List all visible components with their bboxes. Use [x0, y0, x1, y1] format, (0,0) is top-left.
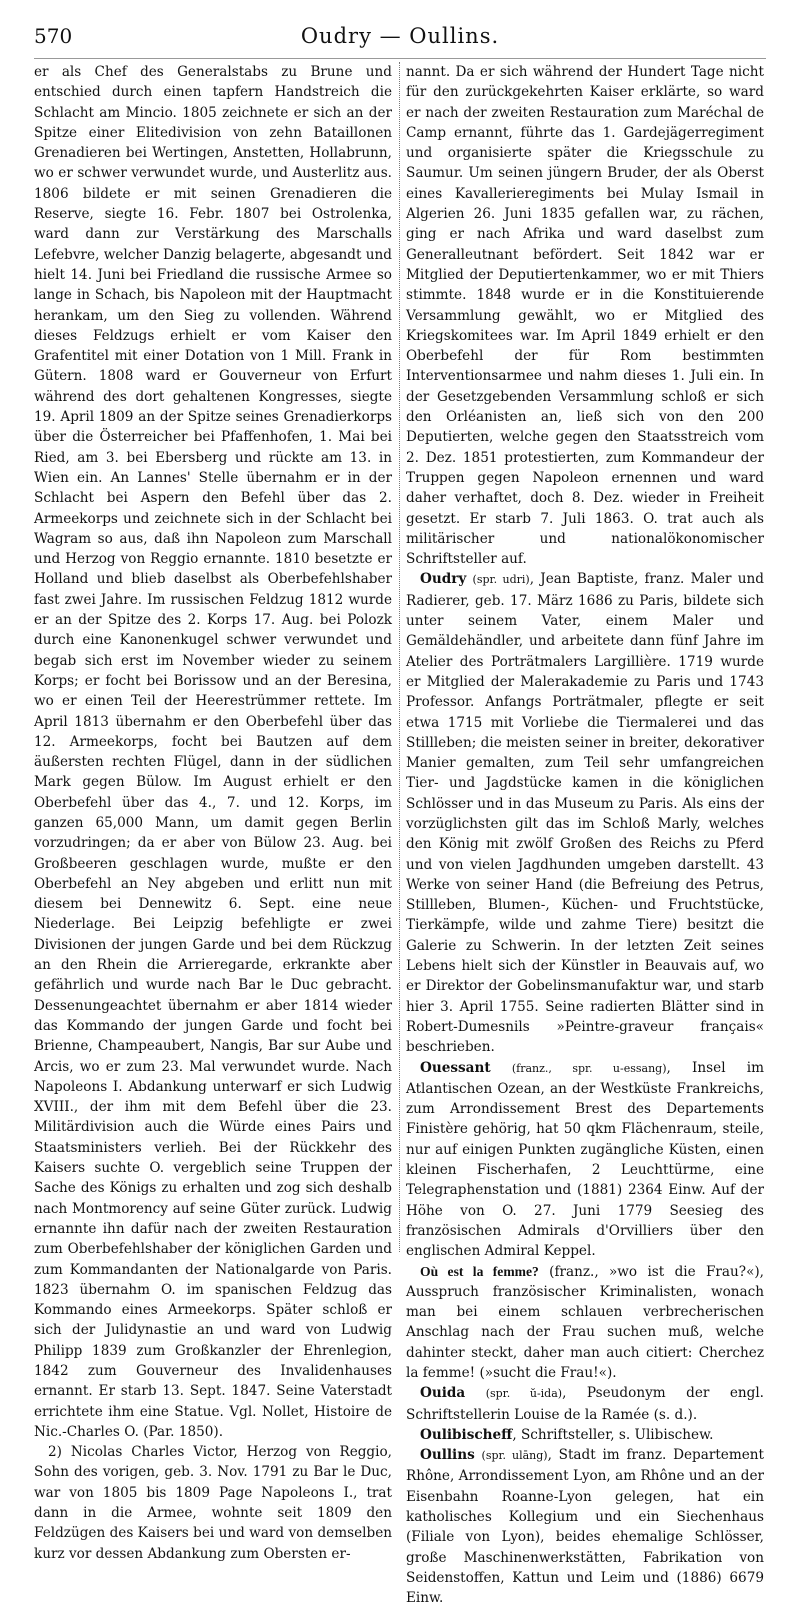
- page-header: [34, 24, 766, 54]
- entry-text: , Insel im Atlantischen Ozean, an der Westküste Frankreichs, zum Arrondissement Brest des Departements Finistère gehörig, hat 50 qkm Flächenraum, steile, nur auf einigen Punkten zugängliche Küsten, einen kleinen Fischerhafen, 2 Leuchttürme, eine Telegraphenstation und (1881) 2364 Einw. Auf der Höhe von O. 27. Juni 1779 Seesieg des französischen Admirals d'Orvilliers über den englischen Admiral Keppel.: [406, 1059, 764, 1260]
- left-column: [34, 62, 392, 1562]
- entry-lemma: Ouida: [420, 1385, 466, 1402]
- running-head: Oudry — Oullins.: [300, 24, 500, 48]
- entry-lemma: Où est la femme?: [420, 1263, 539, 1279]
- entry-oullins: [406, 1445, 764, 1608]
- header-rule: [34, 58, 766, 59]
- entry-pronunciation: (spr. ulāng): [481, 1449, 548, 1463]
- entry-pronunciation: (spr. udri): [472, 573, 530, 587]
- text-columns: [34, 62, 766, 1607]
- article-paragraph: er als Chef des Generalstabs zu Brune und entschied durch einen tapfern Handstreich die Schlacht am Mincio. 1805 zeichnete er sich an der Spitze einer Elitedivision von zehn Bataillonen Grenadieren bei Wertingen, Anstetten, Hollabrunn, wo er schwer verwundet wurde, und Austerlitz aus. 1806 bildete er mit seinen Grenadieren die Reserve, siegte 16. Febr. 1807 bei Ostrolenka, ward dann zur Verstärkung des Marschalls Lefebvre, welcher Danzig belagerte, abgesandt und hielt 14. Juni bei Friedland die russische Armee so lange in Schach, bis Napoleon mit der Hauptmacht herankam, um den Sieg zu vollenden. Während dieses Feldzugs erhielt er vom Kaiser den Grafentitel mit einer Dotation von 1 Mill. Frank in Gütern. 1808 ward er Gouverneur von Erfurt während des dort gehaltenen Kongresses, siegte 19. April 1809 an der Spitze seines Grenadierkorps über die Österreicher bei Pfaffenhofen, 1. Mai bei Ried, am 3. bei Ebersberg und rückte am 13. in Wien ein. An Lannes' Stelle übernahm er in der Schlacht bei Aspern den Befehl über das 2. Armeekorps und zeichnete sich in der Schlacht bei Wagram so aus, daß ihn Napoleon zum Marschall und Herzog von Reggio ernannte. 1810 besetzte er Holland und blieb daselbst als Oberbefehlshaber fast zwei Jahre. Im russischen Feldzug 1812 wurde er an der Spitze des 2. Korps 17. Aug. bei Polozk durch eine Kanonenkugel schwer verwundet und begab sich erst im November wieder zu seinem Korps; er focht bei Borissow und an der Beresina, wo er einen Teil der Heerestrümmer rettete. Im April 1813 übernahm er den Oberbefehl über das 12. Armeekorps, focht bei Bautzen auf dem äußersten rechten Flügel, dann in der südlichen Mark gegen Bülow. Im August erhielt er den Oberbefehl über das 4., 7. und 12. Korps, im ganzen 65,000 Mann, um damit gegen Berlin vorzudringen; da er aber von Bülow 23. Aug. bei Großbeeren geschlagen wurde, mußte er den Oberbefehl an Ney abgeben und erlitt nun mit diesem bei Dennewitz 6. Sept. eine neue Niederlage. Bei Leipzig befehligte er zwei Divisionen der jungen Garde und bei dem Rückzug an den Rhein die Arrieregarde, erkrankte aber gefährlich und wurde nach Bar le Duc gebracht. Dessenungeachtet übernahm er aber 1814 wieder das Kommando der jungen Garde und focht bei Brienne, Champeaubert, Nangis, Bar sur Aube und Arcis, wo er zum 23. Mal verwundet wurde. Nach Napoleons I. Abdankung unterwarf er sich Ludwig XVIII., der ihm mit dem Befehl über die 23. Militärdivision auch die Würde eines Pairs und Staatsministers verlieh. Bei der Rückkehr des Kaisers suchte O. vergeblich seine Truppen der Sache des Königs zu erhalten und zog sich deshalb nach Montmorency auf seine Güter zurück. Ludwig ernannte ihn dafür nach der zweiten Restauration zum Oberbefehlshaber der königlichen Garden und zum Kommandanten der Nationalgarde von Paris. 1823 übernahm O. im spanischen Feldzug das Kommando eines Armeekorps. Später schloß er sich der Julidynastie an und ward von Ludwig Philipp 1839 zum Großkanzler der Ehrenlegion, 1842 zum Gouverneur des Invalidenhauses ernannt. Er starb 13. Sept. 1847. Seine Vaterstadt errichtete ihm eine Statue. Vgl. Nollet, Histoire de Nic.-Charles O. (Par. 1850).: [34, 64, 392, 1440]
- entry-lemma: Oudry: [420, 571, 467, 588]
- entry-ouessant: [406, 1058, 764, 1262]
- entry-lemma: Oulibischeff: [420, 1426, 513, 1443]
- entry-text: , Stadt im franz. Departement Rhône, Arrondissement Lyon, am Rhône und an der Eisenbahn Roanne-Lyon gelegen, hat ein katholisches Kollegium und ein Siechenhaus (Filiale von Lyon), beides ehemalige Schlösser, große Maschinenwerkstätten, Fabrikation von Seidenstoffen, Kattun und Leim und (1886) 6679 Einw.: [406, 1447, 764, 1607]
- entry-oulibischeff: [406, 1425, 764, 1445]
- article-paragraph: nannt. Da er sich während der Hundert Tage nicht für den zurückgekehrten Kaiser erklärte, so ward er nach der zweiten Restauration zum Maréchal de Camp ernannt, führte das 1. Gardejägerregiment und organisierte später die Kriegsschule zu Saumur. Um seinen jüngern Bruder, der als Oberst eines Kavallerieregiments bei Mulay Ismail in Algerien 26. Juni 1835 gefallen war, zu rächen, ging er nach Afrika und ward daselbst zum Generalleutnant befördert. Seit 1842 war er Mitglied der Deputiertenkammer, wo er mit Thiers stimmte. 1848 wurde er in die Konstituierende Versammlung gewählt, wo er Mitglied des Kriegskomitees war. Im April 1849 erhielt er den Oberbefehl der für Rom bestimmten Interventionsarmee und nahm dieses 1. Juli ein. In der Gesetzgebenden Versammlung schloß er sich den Orléanisten an, ließ sich von den 200 Deputierten, welche gegen den Staatsstreich vom 2. Dez. 1851 protestierten, zum Kommandeur der Truppen gegen Napoleon ernennen und ward daher verhaftet, doch 8. Dez. wieder in Freiheit gesetzt. Er starb 7. Juli 1863. O. trat auch als militärischer und nationalökonomischer Schriftsteller auf.: [406, 64, 764, 568]
- entry-pronunciation: (spr. ŭ-ida): [485, 1387, 563, 1401]
- entry-oudry: [406, 569, 764, 1057]
- entry-text: , Schriftsteller, s. Ulibischew.: [512, 1426, 714, 1443]
- entry-ouida: [406, 1383, 764, 1425]
- article-paragraph: 2) Nicolas Charles Victor, Herzog von Reggio, Sohn des vorigen, geb. 3. Nov. 1791 zu Bar le Duc, war von 1805 bis 1809 Page Napoleons I., trat dann in die Armee, wohnte seit 1809 den Feldzügen des Kaisers bei und ward von demselben kurz vor dessen Abdankung zum Obersten er-: [34, 1444, 392, 1562]
- right-column: [406, 62, 765, 1607]
- column-divider: [399, 62, 400, 1252]
- entry-pronunciation: (franz., spr. u-essang): [511, 1061, 667, 1075]
- entry-femme: [406, 1262, 764, 1384]
- entry-lemma: Ouessant: [420, 1059, 491, 1076]
- entry-text: , Jean Baptiste, franz. Maler und Radierer, geb. 17. März 1686 zu Paris, bildete sich unter seinem Vater, einem Maler und Gemäldehändler, und arbeitete dann fünf Jahre im Atelier des Porträtmalers Largillière. 1719 wurde er Mitglied der Malerakademie zu Paris und 1743 Professor. Anfangs Porträtmaler, pflegte er seit etwa 1715 mit Vorliebe die Tiermalerei und das Stillleben; die meisten seiner in breiter, dekorativer Manier gemalten, zum Teil sehr umfangreichen Tier- und Jagdstücke kamen in die königlichen Schlösser und in das Museum zu Paris. Als eins der vorzüglichsten gilt das im Schloß Marly, welches den König mit zwölf Großen des Reichs zu Pferd und von vielen Jagdhunden umgeben darstellt. 43 Werke von seiner Hand (die Befreiung des Petrus, Stillleben, Blumen-, Küchen- und Fruchtstücke, Tierkämpfe, wilde und zahme Tiere) besitzt die Galerie zu Schwerin. In der letzten Zeit seines Lebens hielt sich der Künstler in Beauvais auf, wo er Direktor der Gobelinsmanufaktur war, und starb hier 3. April 1755. Seine radierten Blätter sind in Robert-Dumesnils »Peintre-graveur français« beschrieben.: [406, 571, 764, 1056]
- entry-lemma: Oullins: [420, 1447, 475, 1464]
- entry-text: (franz., »wo ist die Frau?«), Ausspruch französischer Kriminalisten, wonach man bei einem schlauen verbrecherischen Anschlag nach der Frau suchen muß, welche dahinter steckt, daher man auch citiert: Cherchez la femme! (»sucht die Frau!«).: [406, 1263, 765, 1381]
- page-number: 570: [34, 24, 73, 48]
- entry-text: , Pseudonym der engl. Schriftstellerin Louise de la Ramée (s. d.).: [406, 1385, 765, 1423]
